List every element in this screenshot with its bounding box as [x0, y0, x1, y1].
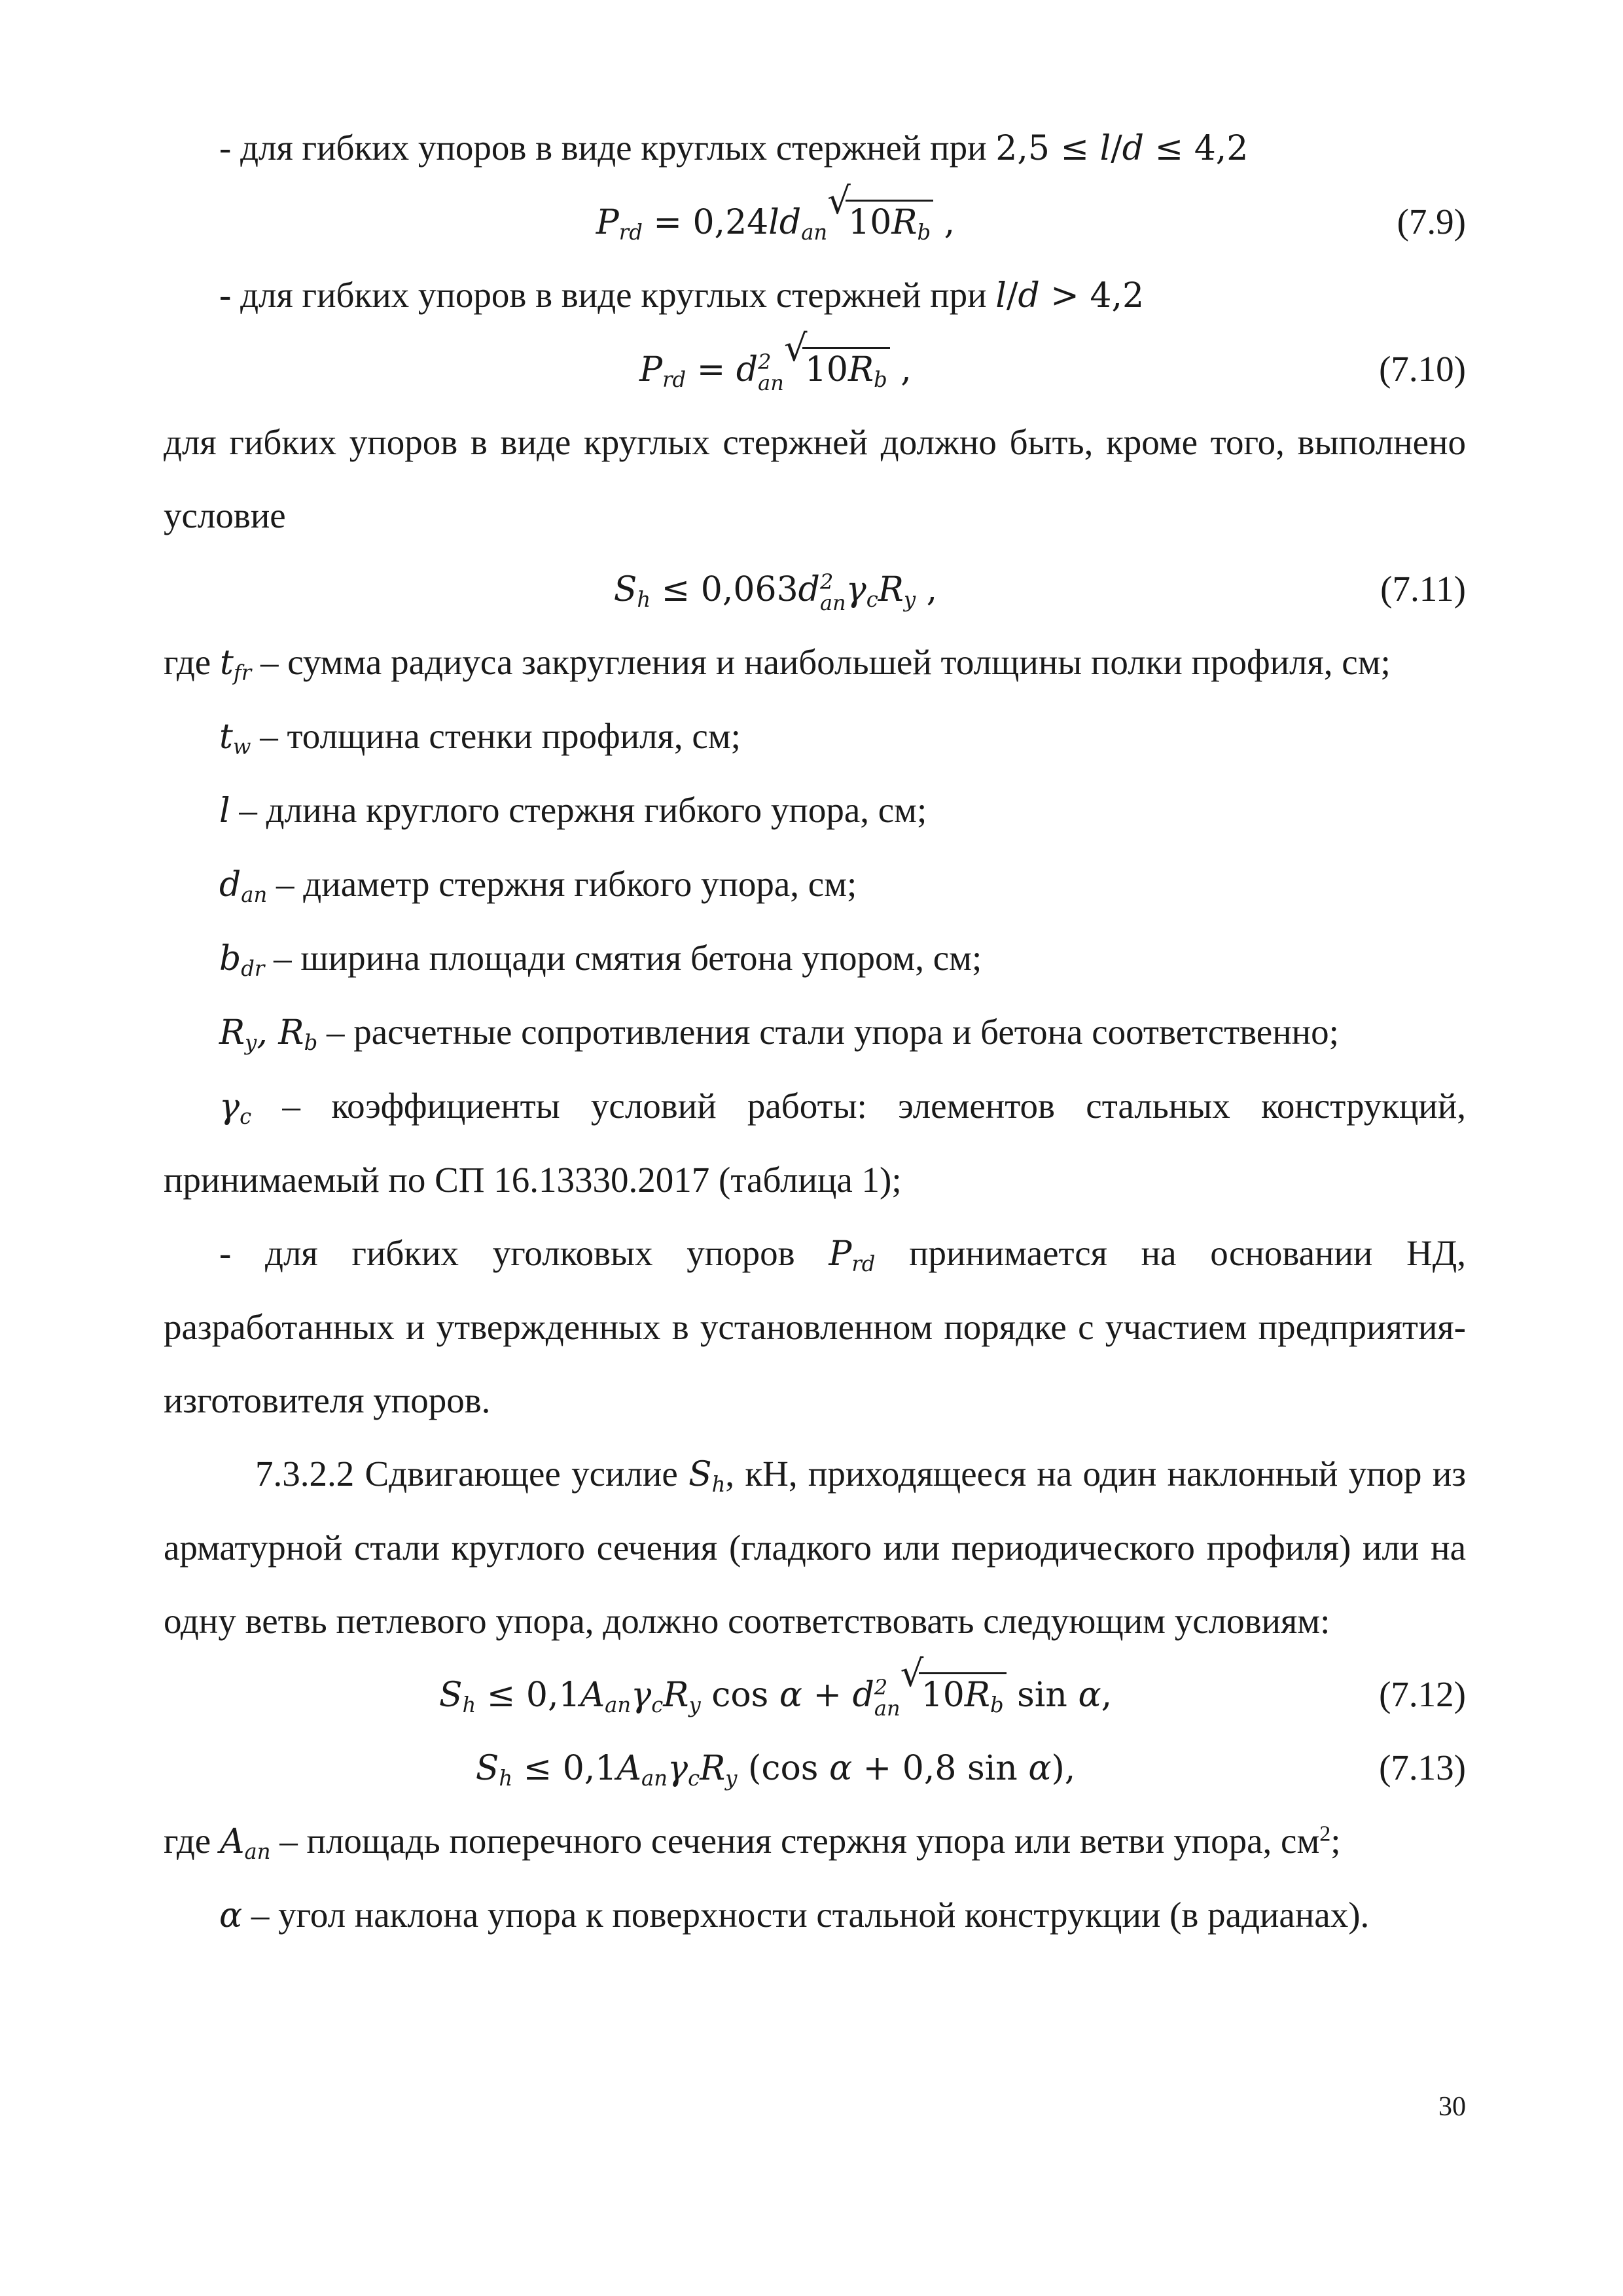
def-tw: $t_w$ – толщина стенки профиля, см;: [219, 716, 741, 760]
where-tfr: где $t_{fr}$ – сумма радиуса закругления и наибольшей толщины полки профиля, см;: [164, 642, 1391, 686]
page-number: 30: [1438, 2092, 1466, 2122]
def-ry-rb: $R_y$, $R_b$ – расчетные сопротивления стали упора и бетона соответственно;: [219, 1012, 1339, 1056]
line-condition-2: [164, 259, 1466, 332]
equation-7-11: $S_h \le 0,063d$ 2 an $\gamma_cR_y$ , (7.11): [164, 552, 1466, 626]
where-aan: где $A_{an}$ – площадь поперечного сечения стержня упора или ветви упора, $см^2$;: [164, 1821, 1341, 1865]
def-alpha: α – угол наклона упора к поверхности стальной конструкции (в радианах).: [219, 1895, 1370, 1935]
equation-number: (7.13): [1379, 1748, 1466, 1787]
text: - для гибких упоров в виде круглых стержней при: [219, 275, 987, 315]
equation-number: (7.10): [1379, 349, 1466, 389]
line-condition-1: [164, 111, 1466, 185]
def-bdr: $b_{dr}$ – ширина площади смятия бетона упором, см;: [219, 938, 982, 982]
equation-7-13: $S_h \le 0,1A_{an}\gamma_cR_y$ (cos α + 0,8 sin α), (7.13): [164, 1731, 1466, 1804]
equation-number: (7.11): [1380, 569, 1466, 609]
def-gamma-c: $\gamma_c$ – коэффициенты условий работы: элементов стальных конструкций, принимаемый по СП 16.13330.2017 (таблица 1);: [164, 1086, 1467, 1200]
equation-7-12: $S_h \le 0,1A_{an}\gamma_cR_y$ cos α + d 2 an √ $10R_b$ sin α, (7.12): [164, 1658, 1466, 1731]
equation-7-9: $P_{rd} = 0,24ld_{an}$ √ $10R_b$ , (7.9): [164, 185, 1466, 259]
equation-number: (7.12): [1379, 1674, 1466, 1714]
document-page: [164, 111, 1466, 1952]
text: - для гибких упоров в виде круглых стержней при: [219, 128, 987, 168]
angle-stops-paragraph: - для гибких уголковых упоров $P_{rd}$ принимается на основании НД, разработанных и утвержденных в установленном порядке с участием предприятия-изготовителя упоров.: [164, 1233, 1467, 1420]
equation-7-10: $P_{rd} = d$ 2 an √ $10R_b$ , (7.10): [164, 332, 1466, 406]
condition-math: l/d > 4,2: [995, 276, 1145, 315]
condition-math: 2,5 ≤ l/d ≤ 4,2: [995, 129, 1249, 168]
paragraph-condition: для гибких упоров в виде круглых стержней должно быть, кроме того, выполнено условие: [164, 422, 1466, 535]
def-dan: $d_{an}$ – диаметр стержня гибкого упора, см;: [219, 864, 857, 908]
equation-number: (7.9): [1397, 202, 1466, 242]
def-l: l – длина круглого стержня гибкого упора, см;: [219, 790, 927, 831]
section-7-3-2-2: 7.3.2.2 Сдвигающее усилие $S_h$, кН, приходящееся на один наклонный упор из арматурной стали круглого сечения (гладкого или периодического профиля) или на одну ветвь петлевого упора, должно соответствовать следующим условиям:: [164, 1454, 1466, 1641]
